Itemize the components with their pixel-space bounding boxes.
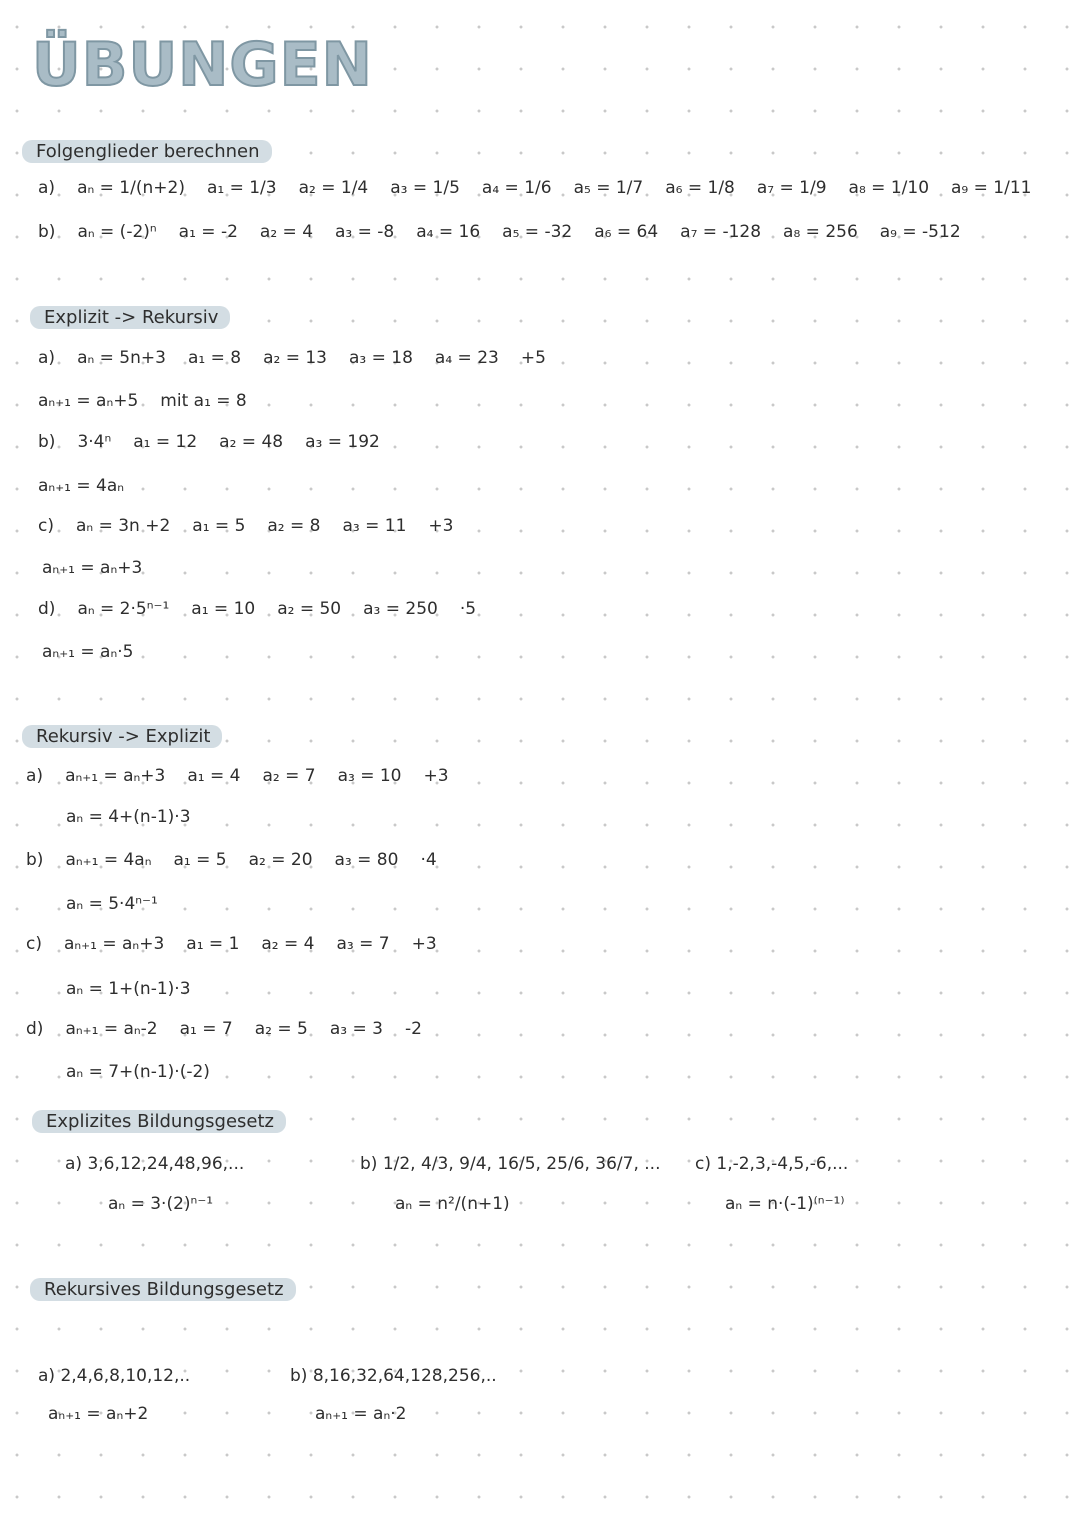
math-term: -2 (404, 1019, 422, 1039)
math-term: aₙ₊₁ = aₙ+3 (42, 558, 143, 578)
math-term: aₙ = 4+(n-1)·3 (66, 807, 191, 827)
math-term: a₈ = 256 (783, 222, 858, 242)
math-term: a₁ = 10 (191, 599, 256, 619)
note-line (290, 1366, 497, 1386)
note-line (26, 934, 437, 954)
note-line (38, 516, 453, 536)
math-term: a₃ = 10 (337, 766, 402, 786)
math-term: b) (26, 850, 44, 870)
math-term: a₇ = 1/9 (756, 178, 827, 198)
note-line (108, 1194, 213, 1214)
math-term: aₙ = (-2)ⁿ (77, 222, 157, 242)
note-line (26, 1019, 422, 1039)
math-term: a₃ = 192 (305, 432, 380, 452)
note-line (66, 1062, 210, 1082)
math-term: a₂ = 20 (248, 850, 313, 870)
math-term: b) 1/2, 4/3, 9/4, 16/5, 25/6, 36/7, ... (360, 1154, 661, 1174)
math-term: aₙ₊₁ = aₙ·2 (315, 1404, 407, 1424)
note-line (66, 894, 158, 914)
note-line (725, 1194, 845, 1214)
math-term: a₂ = 48 (219, 432, 284, 452)
section-heading: Rekursives Bildungsgesetz (30, 1278, 296, 1301)
math-term: a₂ = 4 (259, 222, 314, 242)
math-term: a₆ = 1/8 (665, 178, 735, 198)
math-term: a) (38, 178, 56, 198)
note-line (38, 222, 961, 242)
math-term: a₇ = -128 (680, 222, 762, 242)
section-heading: Rekursiv -> Explizit (22, 725, 222, 748)
math-term: a₁ = -2 (178, 222, 238, 242)
note-line (38, 348, 546, 368)
math-term: d) (38, 599, 56, 619)
math-term: a₂ = 7 (262, 766, 316, 786)
note-line (38, 1366, 190, 1386)
math-term: aₙ = n²/(n+1) (395, 1194, 510, 1214)
math-term: +3 (428, 516, 454, 536)
math-term: a₂ = 4 (261, 934, 315, 954)
note-line (42, 642, 133, 662)
math-term: aₙ₊₁ = aₙ+3 (63, 934, 165, 954)
math-term: a) 3,6,12,24,48,96,... (65, 1154, 245, 1174)
math-term: a₄ = 23 (434, 348, 499, 368)
math-term: a₁ = 8 (187, 348, 242, 368)
math-term: a₄ = 1/6 (481, 178, 552, 198)
math-term: aₙ₊₁ = 4aₙ (38, 476, 125, 496)
math-term: a₃ = 18 (349, 348, 413, 368)
math-term: a₄ = 16 (416, 222, 481, 242)
math-term: a₁ = 5 (192, 516, 246, 536)
math-term: a₁ = 12 (133, 432, 198, 452)
math-term: +5 (520, 348, 546, 368)
note-line (315, 1404, 406, 1424)
math-term: aₙ = 5·4ⁿ⁻¹ (66, 894, 158, 914)
math-term: c) (38, 516, 54, 536)
note-line (38, 476, 124, 496)
math-term: a₂ = 1/4 (298, 178, 369, 198)
math-term: d) (26, 1019, 44, 1039)
note-line (66, 807, 191, 827)
math-term: ·5 (459, 599, 477, 619)
math-term: +3 (411, 934, 437, 954)
math-term: a₃ = 250 (363, 599, 438, 619)
math-term: aₙ₊₁ = aₙ+5 (38, 391, 139, 411)
math-term: aₙ = 1+(n-1)·3 (66, 979, 191, 999)
math-term: a₅ = -32 (502, 222, 573, 242)
math-term: b) (38, 222, 56, 242)
note-line (38, 432, 380, 452)
note-line (695, 1154, 848, 1174)
math-term: aₙ = 3n +2 (75, 516, 171, 536)
math-term: c) 1,-2,3,-4,5,-6,... (695, 1154, 849, 1174)
math-term: a₁ = 1 (186, 934, 240, 954)
math-term: c) (26, 934, 42, 954)
note-line (38, 599, 476, 619)
math-term: a₂ = 50 (277, 599, 342, 619)
math-term: aₙ = 7+(n-1)·(-2) (66, 1062, 210, 1082)
section-heading: Folgenglieder berechnen (22, 140, 272, 163)
math-term: aₙ₊₁ = 4aₙ (65, 850, 152, 870)
note-line (66, 979, 191, 999)
math-term: mit a₁ = 8 (160, 391, 247, 411)
page-title: ÜBUNGEN (32, 30, 373, 100)
math-term: a₉ = -512 (879, 222, 961, 242)
section-heading: Explizit -> Rekursiv (30, 306, 230, 329)
math-term: a₁ = 1/3 (206, 178, 277, 198)
math-term: a₆ = 64 (594, 222, 659, 242)
math-term: a₃ = 7 (336, 934, 390, 954)
section-heading: Explizites Bildungsgesetz (32, 1110, 286, 1133)
math-term: a₁ = 4 (187, 766, 241, 786)
note-line (360, 1154, 661, 1174)
math-term: a) 2,4,6,8,10,12,.. (38, 1366, 191, 1386)
note-line (26, 766, 449, 786)
note-line (65, 1154, 244, 1174)
math-term: b) 8,16,32,64,128,256,.. (290, 1366, 497, 1386)
note-line (38, 178, 1031, 198)
math-term: aₙ = n·(-1)⁽ⁿ⁻¹⁾ (725, 1194, 845, 1214)
math-term: aₙ = 5n+3 (77, 348, 166, 368)
note-line (42, 558, 142, 578)
math-term: a₃ = 3 (329, 1019, 383, 1039)
note-line (38, 391, 247, 411)
math-term: aₙ = 1/(n+2) (77, 178, 185, 198)
math-term: a) (26, 766, 44, 786)
math-term: b) (38, 432, 56, 452)
math-term: a₉ = 1/11 (951, 178, 1032, 198)
math-term: a₈ = 1/10 (848, 178, 930, 198)
note-line (395, 1194, 510, 1214)
math-term: a₁ = 5 (173, 850, 227, 870)
math-term: aₙ₊₁ = aₙ+3 (65, 766, 166, 786)
math-term: aₙ = 3·(2)ⁿ⁻¹ (108, 1194, 214, 1214)
math-term: aₙ₊₁ = aₙ+2 (48, 1404, 149, 1424)
math-term: a₁ = 7 (179, 1019, 233, 1039)
math-term: 3·4ⁿ (77, 432, 112, 452)
math-term: ·4 (420, 850, 437, 870)
math-term: a₃ = -8 (335, 222, 395, 242)
math-term: a₃ = 11 (342, 516, 407, 536)
math-term: a₂ = 13 (263, 348, 327, 368)
math-term: a₃ = 80 (334, 850, 399, 870)
math-term: a₂ = 8 (267, 516, 321, 536)
note-line (48, 1404, 148, 1424)
math-term: +3 (423, 766, 449, 786)
math-term: aₙ = 2·5ⁿ⁻¹ (77, 599, 170, 619)
math-term: a) (38, 348, 56, 368)
math-term: a₃ = 1/5 (390, 178, 460, 198)
math-term: a₅ = 1/7 (573, 178, 644, 198)
math-term: a₂ = 5 (254, 1019, 308, 1039)
math-term: aₙ₊₁ = aₙ-2 (65, 1019, 158, 1039)
note-line (26, 850, 437, 870)
math-term: aₙ₊₁ = aₙ·5 (42, 642, 134, 662)
